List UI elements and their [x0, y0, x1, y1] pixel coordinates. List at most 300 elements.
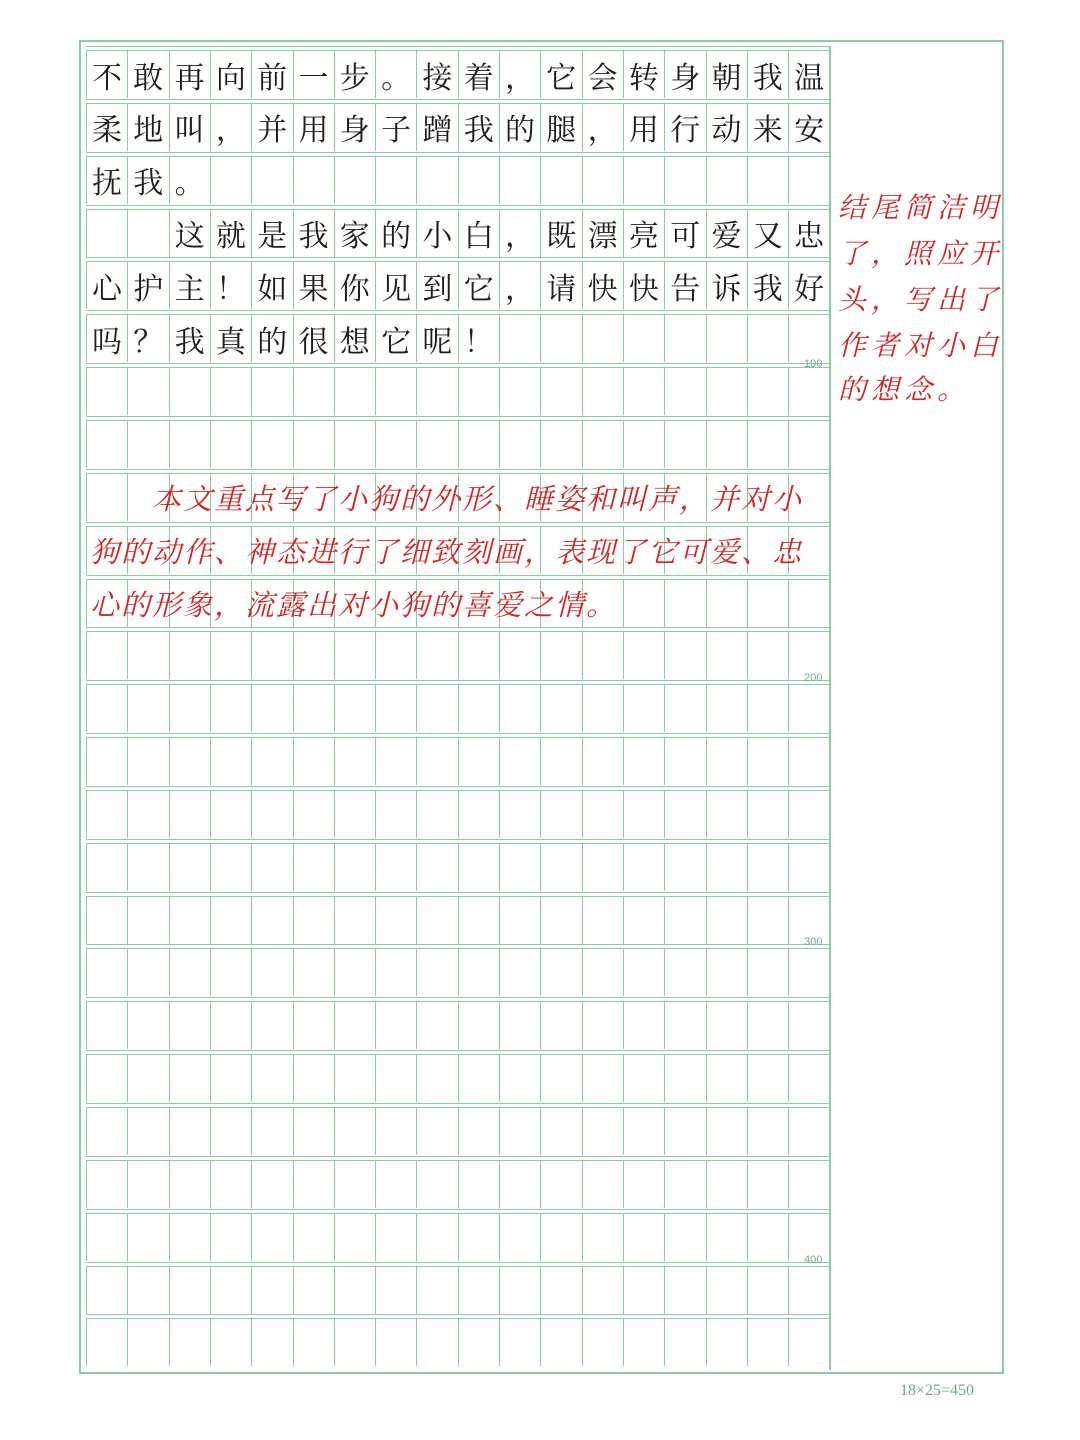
- grid-cell: [582, 1108, 624, 1155]
- grid-cell: [251, 685, 293, 732]
- essay-character: 告: [670, 271, 701, 307]
- grid-cell: [251, 1161, 293, 1208]
- grid-cell: [86, 421, 128, 468]
- essay-character: 我: [298, 219, 329, 255]
- grid-cell: [747, 1214, 789, 1261]
- grid-cell: [251, 791, 293, 838]
- essay-character: 它: [546, 60, 577, 96]
- grid-cell: [458, 421, 500, 468]
- grid-cell: [251, 844, 293, 891]
- grid-cell: [127, 632, 169, 679]
- essay-character: 又: [752, 219, 783, 255]
- grid-cell: [375, 897, 417, 944]
- grid-cell: [747, 685, 789, 732]
- grid-cell: [334, 1055, 376, 1102]
- essay-character: 快: [628, 271, 659, 307]
- grid-cell: [582, 738, 624, 785]
- grid-cell: [127, 738, 169, 785]
- grid-cell: [664, 1108, 706, 1155]
- grid-cell: [86, 1002, 128, 1049]
- grid-cell: [458, 1214, 500, 1261]
- grid-cell: [458, 844, 500, 891]
- grid-cell: [747, 1055, 789, 1102]
- grid-cell: [169, 791, 211, 838]
- grid-cell: [747, 738, 789, 785]
- essay-character: ，: [587, 113, 618, 149]
- grid-cell: [540, 368, 582, 415]
- grid-cell: [664, 1055, 706, 1102]
- grid-cell: [706, 897, 748, 944]
- grid-cell: [293, 632, 335, 679]
- grid-cell: [706, 1055, 748, 1102]
- essay-character: 前: [257, 60, 288, 96]
- grid-cell: [416, 1161, 458, 1208]
- essay-character: 身: [339, 113, 370, 149]
- essay-character: ，: [505, 60, 535, 96]
- grid-cell: [416, 368, 458, 415]
- grid-cell: [169, 685, 211, 732]
- essay-character: 接: [422, 60, 453, 96]
- grid-cell: [540, 1214, 582, 1261]
- grid-cell: [664, 791, 706, 838]
- grid-cell: [293, 1214, 335, 1261]
- grid-cell: [334, 844, 376, 891]
- grid-cell: [582, 315, 624, 362]
- grid-cell: [293, 791, 335, 838]
- essay-character: 漂: [587, 219, 618, 255]
- grid-cell: [334, 791, 376, 838]
- grid-cell: [251, 421, 293, 468]
- grid-cell: [334, 1108, 376, 1155]
- grid-cell: [747, 844, 789, 891]
- grid-cell: [540, 1319, 582, 1366]
- grid-cell: [706, 791, 748, 838]
- margin-comment-line: 作者对小白: [838, 329, 1004, 362]
- grid-cell: [375, 157, 417, 204]
- grid-cell: [416, 1267, 458, 1314]
- grid-cell: [664, 368, 706, 415]
- grid-cell: [499, 738, 541, 785]
- essay-character: ！: [463, 324, 494, 360]
- grid-cell: [293, 738, 335, 785]
- grid-cell: [127, 844, 169, 891]
- grid-cell: [334, 368, 376, 415]
- essay-character: 一: [298, 60, 329, 96]
- grid-cell: [210, 738, 252, 785]
- grid-cell: [210, 1002, 252, 1049]
- essay-character: 家: [339, 219, 370, 255]
- grid-cell: [86, 1161, 128, 1208]
- grid-cell: [582, 632, 624, 679]
- essay-character: 白: [463, 219, 494, 255]
- grid-cell: [293, 1161, 335, 1208]
- grid-cell: [747, 368, 789, 415]
- grid-cell: [210, 157, 252, 204]
- essay-character: 你: [339, 271, 370, 307]
- grid-cell: [458, 1108, 500, 1155]
- grid-cell: [416, 632, 458, 679]
- grid-cell: [293, 368, 335, 415]
- grid-cell: [499, 632, 541, 679]
- essay-character: 子: [381, 113, 412, 149]
- grid-cell: [251, 949, 293, 996]
- summary-line: 狗的动作、神态进行了细致刻画，表现了它可爱、忠: [90, 534, 804, 569]
- grid-cell: [251, 738, 293, 785]
- grid-cell: [540, 1267, 582, 1314]
- grid-cell: [747, 1002, 789, 1049]
- essay-character: 心: [92, 271, 122, 307]
- grid-cell: [540, 844, 582, 891]
- grid-cell: [623, 157, 665, 204]
- count-marker-100: 100: [804, 358, 823, 370]
- essay-character: 会: [587, 60, 618, 96]
- essay-character: ？: [133, 324, 164, 360]
- essay-character: 爱: [711, 219, 742, 255]
- grid-cell: [375, 1108, 417, 1155]
- grid-cell: [86, 738, 128, 785]
- grid-cell: [788, 791, 830, 838]
- grid-cell: [458, 1002, 500, 1049]
- grid-cell: [747, 1108, 789, 1155]
- grid-cell: [788, 580, 830, 627]
- grid-cell: [169, 1055, 211, 1102]
- grid-cell: [458, 1161, 500, 1208]
- grid-cell: [293, 685, 335, 732]
- grid-cell: [210, 897, 252, 944]
- essay-character: 动: [711, 113, 742, 149]
- grid-cell: [334, 157, 376, 204]
- grid-cell: [375, 1002, 417, 1049]
- grid-cell: [582, 1055, 624, 1102]
- grid-cell: [127, 1267, 169, 1314]
- grid-cell: [788, 315, 830, 362]
- essay-character: 诉: [711, 271, 742, 307]
- grid-cell: [664, 844, 706, 891]
- grid-cell: [747, 157, 789, 204]
- essay-character: 吗: [92, 324, 122, 360]
- grid-cell: [210, 368, 252, 415]
- grid-cell: [664, 685, 706, 732]
- essay-character: 向: [215, 60, 246, 96]
- grid-cell: [664, 632, 706, 679]
- essay-character: 可: [670, 219, 701, 255]
- grid-cell: [747, 1319, 789, 1366]
- grid-cell: [293, 897, 335, 944]
- grid-cell: [127, 1214, 169, 1261]
- grid-cell: [582, 897, 624, 944]
- grid-cell: [499, 157, 541, 204]
- grid-cell: [127, 1161, 169, 1208]
- grid-cell: [251, 1267, 293, 1314]
- grid-cell: [540, 1108, 582, 1155]
- essay-character: 的: [257, 324, 288, 360]
- grid-cell: [788, 157, 830, 204]
- summary-line: 心的形象，流露出对小狗的喜爱之情。: [90, 587, 618, 622]
- grid-cell: [375, 844, 417, 891]
- grid-cell: [458, 632, 500, 679]
- grid-cell: [127, 791, 169, 838]
- grid-cell: [86, 1214, 128, 1261]
- margin-comment-line: 的想念。: [838, 373, 971, 406]
- grid-cell: [664, 1319, 706, 1366]
- grid-cell: [293, 1108, 335, 1155]
- grid-cell: [416, 421, 458, 468]
- grid-cell: [788, 1002, 830, 1049]
- grid-cell: [664, 421, 706, 468]
- grid-cell: [706, 315, 748, 362]
- grid-cell: [747, 897, 789, 944]
- essay-character: 行: [670, 113, 701, 149]
- grid-cell: [251, 1055, 293, 1102]
- grid-cell: [210, 1319, 252, 1366]
- grid-cell: [375, 1055, 417, 1102]
- grid-cell: [416, 1319, 458, 1366]
- grid-cell: [664, 897, 706, 944]
- grid-cell: [499, 949, 541, 996]
- essay-character: 用: [298, 113, 329, 149]
- grid-cell: [334, 1267, 376, 1314]
- essay-character: 既: [546, 219, 577, 255]
- grid-cell: [416, 738, 458, 785]
- grid-cell: [86, 949, 128, 996]
- grid-cell: [623, 1055, 665, 1102]
- grid-cell: [210, 1055, 252, 1102]
- grid-cell: [788, 1161, 830, 1208]
- grid-cell: [293, 1319, 335, 1366]
- grid-cell: [458, 1319, 500, 1366]
- grid-cell: [623, 632, 665, 679]
- essay-character: 柔: [92, 113, 122, 149]
- grid-cell: [86, 368, 128, 415]
- grid-cell: [127, 949, 169, 996]
- grid-cell: [210, 1214, 252, 1261]
- grid-cell: [540, 421, 582, 468]
- grid-cell: [747, 421, 789, 468]
- grid-cell: [706, 685, 748, 732]
- grid-cell: [540, 685, 582, 732]
- grid-cell: [664, 1002, 706, 1049]
- grid-cell: [747, 791, 789, 838]
- grid-cell: [210, 949, 252, 996]
- grid-cell: [706, 1267, 748, 1314]
- grid-cell: [664, 157, 706, 204]
- grid-cell: [293, 949, 335, 996]
- grid-cell: [416, 1055, 458, 1102]
- grid-cell: [582, 1161, 624, 1208]
- grid-cell: [458, 1267, 500, 1314]
- essay-character: 想: [339, 324, 370, 360]
- essay-character: 并: [257, 113, 288, 149]
- grid-size-footer: 18×25=450: [900, 1382, 975, 1399]
- grid-cell: [664, 1161, 706, 1208]
- grid-cell: [540, 949, 582, 996]
- grid-cell: [127, 421, 169, 468]
- essay-character: 呢: [422, 324, 453, 360]
- essay-character: 如: [257, 271, 288, 307]
- grid-cell: [334, 1319, 376, 1366]
- grid-cell: [86, 791, 128, 838]
- grid-cell: [582, 1319, 624, 1366]
- grid-cell: [540, 738, 582, 785]
- essay-character: 着: [463, 60, 494, 96]
- grid-cell: [210, 421, 252, 468]
- grid-cell: [127, 368, 169, 415]
- grid-cell: [86, 1108, 128, 1155]
- grid-cell: [582, 368, 624, 415]
- grid-cell: [664, 1214, 706, 1261]
- margin-comment-line: 结尾简洁明: [838, 191, 1004, 224]
- grid-cell: [86, 897, 128, 944]
- grid-cell: [169, 1002, 211, 1049]
- essay-character: 忠: [794, 219, 825, 255]
- grid-cell: [499, 1161, 541, 1208]
- grid-cell: [458, 685, 500, 732]
- grid-cell: [747, 1267, 789, 1314]
- grid-cell: [623, 791, 665, 838]
- essay-character: 就: [215, 219, 246, 255]
- essay-character: 我: [752, 271, 783, 307]
- grid-cell: [623, 315, 665, 362]
- essay-character: 很: [298, 324, 329, 360]
- essay-character: 果: [298, 271, 329, 307]
- grid-cell: [623, 949, 665, 996]
- grid-cell: [416, 157, 458, 204]
- grid-cell: [706, 632, 748, 679]
- grid-cell: [334, 1214, 376, 1261]
- grid-cell: [375, 1161, 417, 1208]
- count-marker-200: 200: [804, 672, 823, 684]
- grid-cell: [458, 738, 500, 785]
- grid-cell: [499, 897, 541, 944]
- grid-cell: [127, 1002, 169, 1049]
- grid-cell: [416, 685, 458, 732]
- grid-cell: [416, 1002, 458, 1049]
- essay-character: 我: [174, 324, 205, 360]
- essay-character: 它: [463, 271, 494, 307]
- essay-character: 我: [752, 60, 783, 96]
- grid-cell: [623, 421, 665, 468]
- grid-cell: [86, 210, 128, 257]
- grid-cell: [540, 1161, 582, 1208]
- grid-cell: [623, 897, 665, 944]
- essay-character: 叫: [174, 113, 205, 149]
- essay-character: 敢: [133, 60, 164, 96]
- grid-cell: [582, 1002, 624, 1049]
- grid-cell: [706, 1319, 748, 1366]
- margin-comment-line: 了，照应开: [838, 237, 1004, 270]
- grid-cell: [169, 1267, 211, 1314]
- essay-character: 。: [381, 60, 412, 96]
- grid-cell: [375, 791, 417, 838]
- grid-cell: [788, 1319, 830, 1366]
- grid-cell: [375, 632, 417, 679]
- essay-character: 的: [505, 113, 535, 149]
- grid-cell: [416, 1214, 458, 1261]
- essay-character: 朝: [711, 60, 742, 96]
- grid-cell: [706, 1002, 748, 1049]
- grid-cell: [458, 791, 500, 838]
- grid-cell: [540, 897, 582, 944]
- grid-cell: [293, 421, 335, 468]
- grid-cell: [623, 368, 665, 415]
- essay-character: ，: [215, 113, 246, 149]
- grid-cell: [582, 791, 624, 838]
- grid-cell: [540, 1055, 582, 1102]
- essay-character: 我: [463, 113, 494, 149]
- grid-cell: [664, 1267, 706, 1314]
- count-marker-400: 400: [804, 1254, 823, 1266]
- grid-cell: [127, 1108, 169, 1155]
- essay-character: 是: [257, 219, 288, 255]
- grid-cell: [169, 738, 211, 785]
- grid-cell: [747, 580, 789, 627]
- grid-cell: [706, 368, 748, 415]
- grid-cell: [582, 1267, 624, 1314]
- essay-character: 安: [794, 113, 825, 149]
- grid-cell: [788, 368, 830, 415]
- grid-cell: [706, 580, 748, 627]
- essay-character: 见: [381, 271, 412, 307]
- essay-character: 它: [381, 324, 412, 360]
- grid-cell: [499, 1002, 541, 1049]
- grid-cell: [210, 1267, 252, 1314]
- essay-character: 快: [587, 271, 618, 307]
- grid-cell: [375, 368, 417, 415]
- grid-cell: [375, 1214, 417, 1261]
- grid-cell: [293, 1055, 335, 1102]
- essay-character: 主: [174, 271, 205, 307]
- count-marker-300: 300: [804, 936, 823, 948]
- grid-cell: [210, 685, 252, 732]
- grid-cell: [788, 1108, 830, 1155]
- grid-cell: [86, 844, 128, 891]
- grid-cell: [747, 949, 789, 996]
- grid-cell: [86, 1055, 128, 1102]
- grid-cell: [86, 1267, 128, 1314]
- grid-cell: [582, 421, 624, 468]
- grid-cell: [623, 844, 665, 891]
- grid-cell: [664, 949, 706, 996]
- essay-character: 的: [381, 219, 412, 255]
- essay-character: 。: [174, 166, 205, 202]
- grid-cell: [540, 315, 582, 362]
- grid-cell: [458, 368, 500, 415]
- grid-cell: [251, 1319, 293, 1366]
- grid-cell: [788, 1267, 830, 1314]
- grid-cell: [582, 949, 624, 996]
- essay-character: 抚: [92, 166, 122, 202]
- summary-line: 本文重点写了小狗的外形、睡姿和叫声，并对小: [90, 481, 804, 516]
- grid-cell: [706, 738, 748, 785]
- grid-cell: [458, 897, 500, 944]
- grid-cell: [706, 157, 748, 204]
- grid-cell: [623, 1161, 665, 1208]
- grid-cell: [127, 1055, 169, 1102]
- essay-character: 请: [546, 271, 577, 307]
- essay-character: 不: [92, 60, 122, 96]
- grid-cell: [210, 844, 252, 891]
- essay-character: 好: [794, 271, 825, 307]
- essay-character: 身: [670, 60, 701, 96]
- grid-cell: [251, 1108, 293, 1155]
- grid-cell: [210, 791, 252, 838]
- grid-cell: [334, 421, 376, 468]
- grid-cell: [540, 1002, 582, 1049]
- grid-cell: [499, 1055, 541, 1102]
- essay-character: 地: [133, 113, 164, 149]
- grid-cell: [169, 1161, 211, 1208]
- grid-cell: [706, 1108, 748, 1155]
